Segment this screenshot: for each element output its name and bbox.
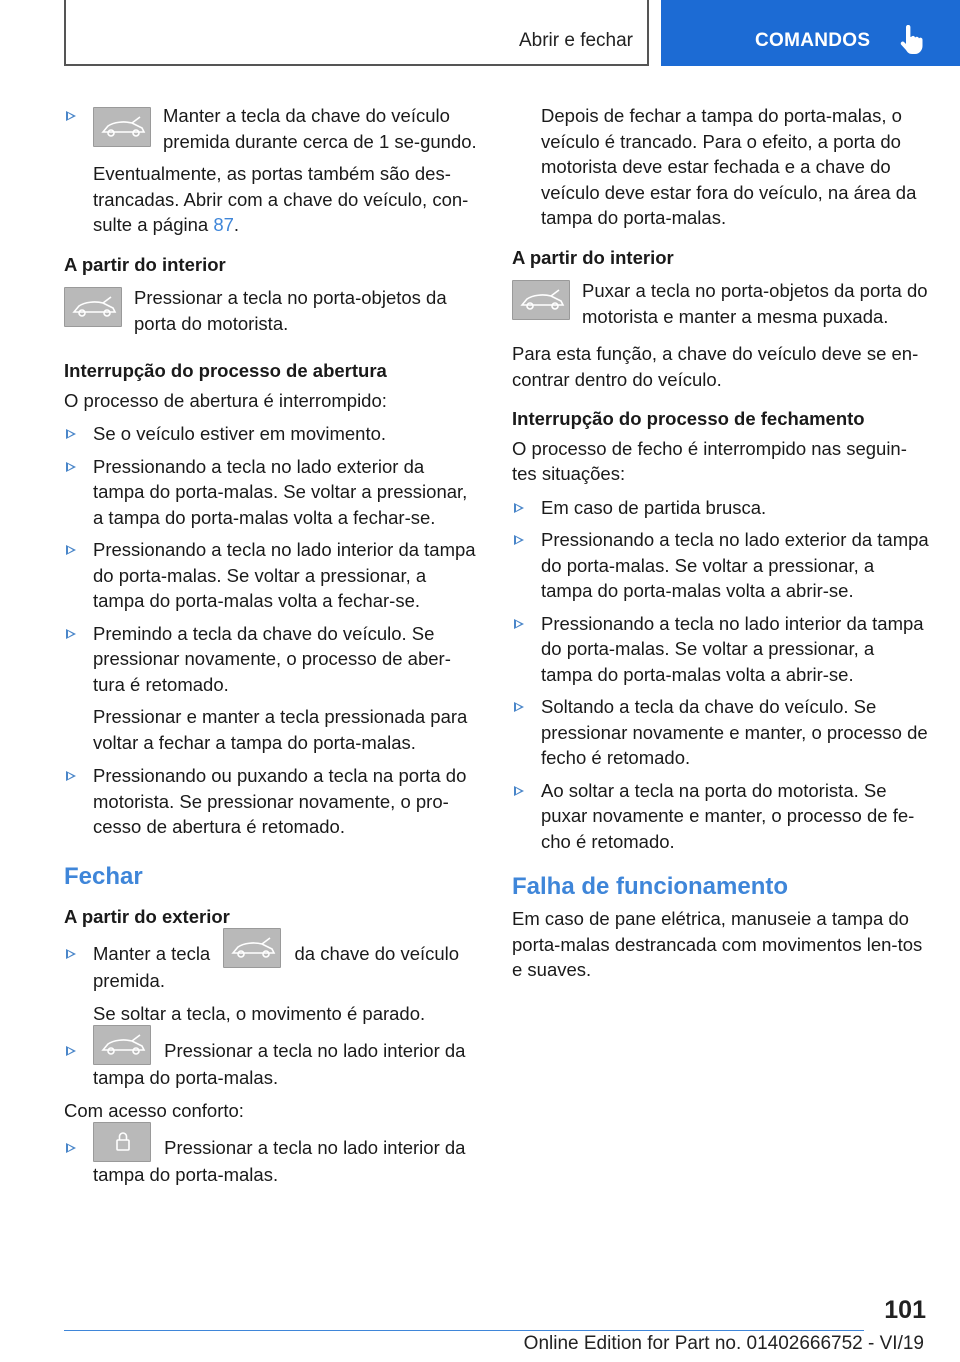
triangle-bullet-icon: [514, 702, 524, 712]
list-item: [512, 495, 930, 521]
triangle-bullet-icon: [514, 503, 524, 513]
note-text: Eventualmente, as portas também são des-trancadas. Abrir com a chave do veículo, con-sulte a página: [93, 163, 469, 235]
header-chapter-tab[interactable]: [661, 0, 960, 66]
note-paragraph: Para esta função, a chave do veículo deve se en-contrar dentro do veículo.: [512, 343, 919, 390]
triangle-bullet-icon: [514, 619, 524, 629]
instruction-text: Puxar a tecla no porta-objetos da porta do motorista e manter a mesma puxada.: [582, 280, 928, 327]
comfort-label: Com acesso conforto:: [64, 1099, 244, 1121]
hand-pointer-icon: [897, 25, 923, 55]
list-item: [512, 778, 930, 855]
continued-paragraph: Depois de fechar a tampa do porta-malas, o veículo é trancado. Para o efeito, a porta do motorista deve estar fechada e a chave do veículo deve estar fora do veículo, na área da tampa do porta-malas.: [541, 105, 917, 228]
list-item: [64, 941, 479, 994]
subheading: Interrupção do processo de fechamento: [512, 408, 865, 429]
subheading: A partir do interior: [64, 253, 226, 275]
list-item-text: Pressionando a tecla no lado exterior da tampa do porta-malas. Se voltar a pressionar, a tampa do porta-malas volta a abrir-se.: [541, 529, 929, 601]
list-item-text: Soltando a tecla da chave do veículo. Se pressionar novamente e manter, o processo de fecho é retomado.: [541, 696, 928, 768]
car-tailgate-icon: [512, 280, 570, 320]
page-number: 101: [884, 1296, 926, 1324]
list-item-text: Premindo a tecla da chave do veículo. Se pressionar novamente, o processo de aber-tura é retomado.: [93, 622, 451, 695]
subheading: Interrupção do processo de abertura: [64, 360, 387, 381]
car-tailgate-icon: [93, 1025, 151, 1065]
list-item-text: Se o veículo estiver em movimento.: [93, 423, 387, 444]
section-heading: Fechar: [64, 862, 143, 890]
triangle-bullet-icon: [66, 545, 76, 555]
list-item-text: da chave do veículo premida.: [93, 943, 460, 992]
list-item: [64, 1038, 479, 1091]
subheading: A partir do interior: [512, 246, 674, 268]
triangle-bullet-icon: [66, 1046, 76, 1056]
list-item: [64, 537, 479, 614]
note-text-end: .: [233, 214, 240, 235]
list-item-text: Manter a tecla da chave do veículo premida durante cerca de 1 se-gundo.: [163, 105, 477, 152]
subheading: A partir do exterior: [64, 905, 230, 927]
list-item-text: Pressionando a tecla no lado exterior da tampa do porta-malas. Se voltar a pressionar, a tampa do porta-malas volta a fechar-se.: [93, 455, 468, 528]
car-tailgate-icon: [223, 928, 281, 968]
triangle-bullet-icon: [514, 786, 524, 796]
list-item-text: Pressionar a tecla no lado interior da tampa do porta-malas.: [93, 1040, 466, 1089]
note-paragraph: [64, 161, 479, 238]
list-item: [64, 103, 479, 154]
car-tailgate-icon: [64, 287, 122, 327]
triangle-bullet-icon: [66, 1143, 76, 1153]
list-item-text: Em caso de partida brusca.: [541, 496, 767, 518]
list-item-text: Pressionar a tecla no lado interior da tampa do porta-malas.: [93, 1137, 466, 1186]
note-paragraph: Se soltar a tecla, o movimento é parado.: [93, 1002, 426, 1024]
header-section-box: [64, 0, 649, 66]
list-item-text: Pressionando a tecla no lado interior da tampa do porta-malas. Se voltar a pressionar, a tampa do porta-malas volta a fechar-se.: [93, 539, 476, 611]
failure-paragraph: Em caso de pane elétrica, manuseie a tampa do porta-malas destrancada com movimentos len-tos e suaves.: [512, 908, 923, 980]
list-item: [64, 421, 479, 447]
list-item: [64, 763, 479, 840]
triangle-bullet-icon: [66, 111, 76, 121]
lock-icon: [93, 1122, 151, 1162]
key-instruction: [64, 285, 479, 336]
car-tailgate-icon: [93, 107, 151, 147]
list-item-text: Ao soltar a tecla na porta do motorista. Se puxar novamente e manter, o processo de fe-cho é retomado.: [541, 779, 915, 852]
key-instruction: [512, 278, 930, 329]
triangle-bullet-icon: [66, 949, 76, 959]
triangle-bullet-icon: [66, 462, 76, 472]
header-chapter-title: COMANDOS: [755, 30, 871, 51]
footer-edition: Online Edition for Part no. 01402666752 - VI/19: [523, 1333, 924, 1354]
note-paragraph: Pressionar e manter a tecla pressionada para voltar a fechar a tampa do porta-malas.: [93, 706, 468, 753]
triangle-bullet-icon: [66, 771, 76, 781]
triangle-bullet-icon: [514, 535, 524, 545]
list-item: [512, 694, 930, 771]
list-item-text: Pressionando a tecla no lado interior da tampa do porta-malas. Se voltar a pressionar, a tampa do porta-malas volta a abrir-se.: [541, 612, 924, 685]
list-item: [64, 621, 479, 698]
triangle-bullet-icon: [66, 629, 76, 639]
intro-text: O processo de fecho é interrompido nas seguin-tes situações:: [512, 437, 907, 484]
left-column: [64, 103, 479, 1198]
header-section-title: Abrir e fechar: [518, 30, 633, 51]
list-item-text: Pressionando ou puxando a tecla na porta do motorista. Se pressionar novamente, o pro-cesso de abertura é retomado.: [93, 765, 467, 837]
list-item: [512, 527, 930, 604]
instruction-text: Pressionar a tecla no porta-objetos da porta do motorista.: [134, 287, 447, 334]
footer-divider: [64, 1330, 864, 1331]
list-item: [64, 454, 479, 531]
list-item-text: Manter a tecla: [93, 943, 211, 964]
list-item: [64, 1135, 479, 1188]
triangle-bullet-icon: [66, 429, 76, 439]
section-heading: Falha de funcionamento: [512, 873, 789, 900]
page-link[interactable]: 87: [213, 214, 234, 235]
right-column: [512, 103, 930, 991]
intro-text: O processo de abertura é interrompido:: [64, 389, 387, 411]
list-item: [512, 611, 930, 688]
